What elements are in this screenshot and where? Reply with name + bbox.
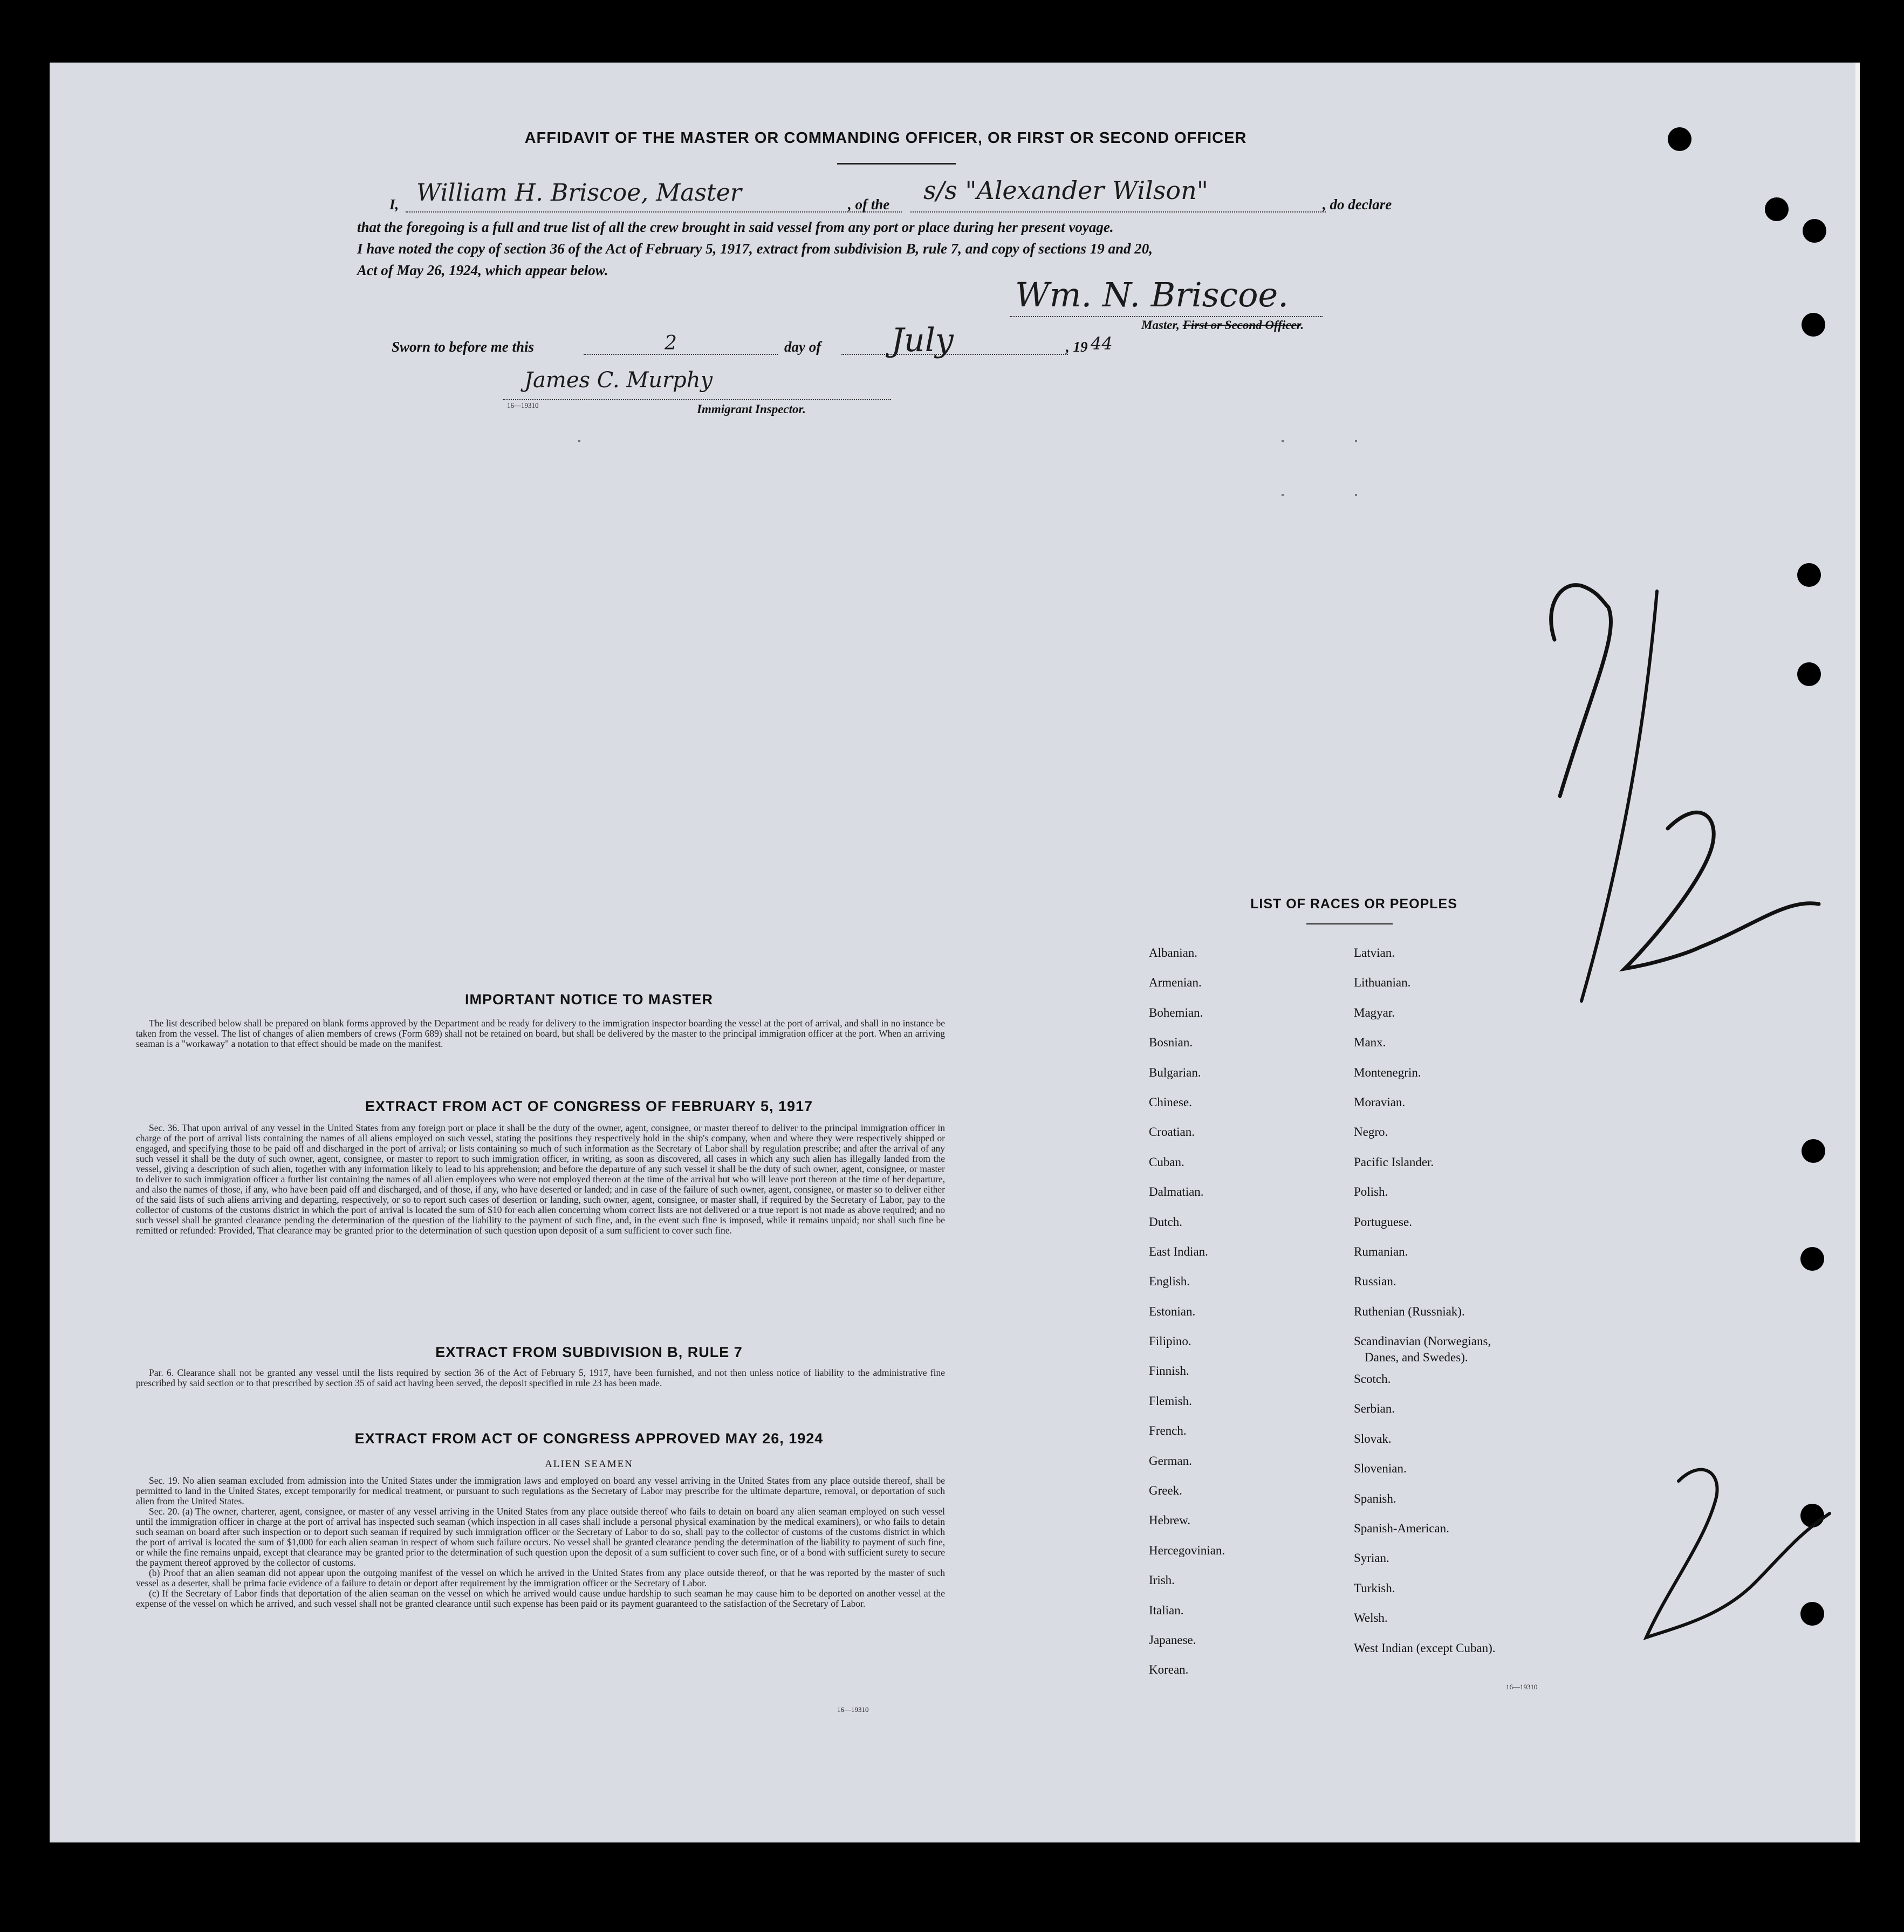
faint-marks [1355, 494, 1357, 496]
race-item: Greek. [1149, 1484, 1182, 1498]
race-item: Rumanian. [1354, 1244, 1408, 1258]
signature-caption [1141, 318, 1304, 332]
races-rule [1306, 923, 1393, 924]
form-number-top: 16—19310 [507, 401, 539, 409]
subdiv-b-heading: EXTRACT FROM SUBDIVISION B, RULE 7 [435, 1344, 743, 1360]
affidavit-line3: I have noted the copy of section 36 of the Act of February 5, 1917, extract from subdivision B, rule 7, and copy of sections 19 and 20, [357, 241, 1153, 257]
race-item: Pacific Islander. [1354, 1155, 1434, 1169]
race-item: Dutch. [1149, 1215, 1182, 1229]
race-item: Armenian. [1149, 976, 1202, 990]
inspector-caption: Immigrant Inspector. [697, 402, 806, 416]
faint-marks [1282, 494, 1284, 496]
notice-heading: IMPORTANT NOTICE TO MASTER [465, 991, 713, 1008]
race-item: Cuban. [1149, 1155, 1184, 1169]
sec19-paragraph: Sec. 19. No alien seaman excluded from admission into the United States under the immigration laws and employed on board any vessel arriving in the United States from any place outside thereof, shall be permitted to land in the United States, except temporarily for medical treatment, or pursuant to such regulations as the Secretary of Labor may prescribe for the ultimate departure, removal, or deportation of such alien from the United States. [136, 1475, 945, 1506]
race-item: Dalmatian. [1149, 1185, 1204, 1199]
handwritten-two-small [1646, 1470, 1830, 1638]
race-item: Slovak. [1354, 1431, 1392, 1445]
race-item: Manx. [1354, 1036, 1386, 1050]
race-item: Portuguese. [1354, 1215, 1412, 1229]
race-item: Latvian. [1354, 946, 1395, 960]
year-prefix: , 19 [1066, 339, 1088, 355]
race-item: Scotch. [1354, 1372, 1391, 1386]
affidavit-line2: that the foregoing is a full and true list of all the crew brought in said vessel from any port or place during her present voyage. [357, 219, 1114, 235]
race-item: Moravian. [1354, 1095, 1406, 1109]
races-right-column [1354, 945, 1496, 1670]
punch-hole [1802, 1139, 1825, 1163]
affidavit-line1-i: I, [389, 196, 399, 213]
handwritten-slash [1581, 591, 1657, 1001]
race-item: Montenegrin. [1354, 1065, 1421, 1079]
race-item: Bohemian. [1149, 1005, 1203, 1019]
race-item-text: Scandinavian (Norwegians, [1354, 1334, 1491, 1348]
race-item: Serbian. [1354, 1402, 1395, 1416]
race-item: Korean. [1149, 1663, 1189, 1677]
race-item: Italian. [1149, 1603, 1184, 1617]
race-item: Chinese. [1149, 1095, 1192, 1109]
subdiv-b-text [136, 1368, 945, 1388]
race-item: French. [1149, 1424, 1187, 1438]
handwritten-corner-number [1614, 1449, 1851, 1681]
affidavit-heading: AFFIDAVIT OF THE MASTER OR COMMANDING OFFICER, OR FIRST OR SECOND OFFICER [524, 129, 1247, 147]
race-item: Spanish. [1354, 1491, 1396, 1505]
signature-line [1010, 316, 1323, 317]
master-signature: Wm. N. Briscoe. [1015, 275, 1289, 314]
sworn-label: Sworn to before me this [392, 339, 535, 355]
extract-1917-paragraph: Sec. 36. That upon arrival of any vessel in the United States from any foreign port or place it shall be the duty of the owner, agent, consignee, or master thereof to deliver to the principal immigration officer in charge of the port of arrival lists containing the names of all aliens employed on such vessel, stating the positions they respectively hold in the ship's company, when and where they were respectively shipped or engaged, and specifying those to be paid off and discharged in the port of arrival; or lists containing so much of such information as the Secretary of Labor shall by regulation prescribe; and after the arrival of any such vessel it shall be the duty of such owner, agent, consignee, or master to report to such immigration officer, in writing, as soon as discovered, all cases in which any such alien has illegally landed from the vessel, giving a description of such alien, together with any information likely to lead to his apprehension; and before the departure of any such vessel it shall be the duty of such owner, agent, consignee, or master to deliver to such immigration officer a further list containing the names of all alien employees who were not employed thereon at the time of the arrival but who will leave port thereon at the time of her departure, and also the names of those, if any, who have been paid off and discharged, and of those, if any, who have deserted or landed; and in case of the failure of such owner, agent, consignee, or master so to deliver either of the said lists of such aliens arriving and departing, respectively, or so to report such cases of desertion or landing, such owner, agent, consignee, or master shall, if required by the Secretary of Labor, pay to the collector of customs of the customs district in which the port of arrival is located the sum of $10 for each alien concerning whom correct lists are not delivered or a true report is not made as above required; and no such vessel shall be granted clearance pending the determination of the question of the liability to the payment of such fine, and, in the event such fine is imposed, while it remains unpaid; nor shall such fine be remitted or refunded: Provided, That clearance may be granted prior to the determination of such question upon deposit of a sum sufficient to cover such fine. [136, 1122, 945, 1236]
affidavit-line4: Act of May 26, 1924, which appear below. [357, 262, 608, 278]
race-item: Welsh. [1354, 1611, 1388, 1625]
document-page [50, 63, 1860, 1842]
year-value: 44 [1091, 333, 1113, 354]
race-item: Magyar. [1354, 1005, 1395, 1019]
notice-text [136, 1018, 945, 1049]
form-number-bottom-left: 16—19310 [837, 1705, 869, 1714]
extract-1924-text [136, 1476, 945, 1609]
handwritten-seven [1551, 585, 1611, 796]
race-item: Japanese. [1149, 1633, 1196, 1647]
extract-1924-heading: EXTRACT FROM ACT OF CONGRESS APPROVED MAY 26, 1924 [354, 1430, 824, 1447]
race-item: Syrian. [1354, 1551, 1389, 1565]
vessel-handwritten: s/s "Alexander Wilson" [923, 176, 1208, 205]
caption-struck: First or Second Officer [1182, 318, 1301, 332]
sec20a-paragraph: Sec. 20. (a) The owner, charterer, agent, consignee, or master of any vessel arriving in the United States from any place outside thereof who fails to detain on board any alien seaman employed on such vessel until the immigration officer in charge at the port of arrival has inspected such seaman (which inspection in all cases shall include a personal physical examination by the medical examiners), or who fails to detain such seaman on board after such inspection or to deport such seaman if required by such immigration officer or the Secretary of Labor to do so, shall pay to the collector of customs of the customs district in which the port of arrival is located the sum of $1,000 for each alien seaman in respect of whom such failure occurs. No vessel shall be granted clearance pending the determination of the liability to payment of such fine, or while the fine remains unpaid, except that clearance may be granted prior to the determination of such question upon the deposit of a sum sufficient to cover such fine, or of a bond with sufficient surety to secure the payment thereof approved by the collector of customs. [136, 1506, 945, 1568]
race-item: Slovenian. [1354, 1462, 1407, 1476]
race-item: Russian. [1354, 1275, 1396, 1289]
handwritten-fraction [1495, 526, 1840, 1012]
form-number-races: 16—19310 [1506, 1683, 1538, 1691]
affidavit-of-the: , of the [848, 196, 890, 213]
races-heading: LIST OF RACES OR PEOPLES [1250, 896, 1457, 912]
race-item: German. [1149, 1454, 1192, 1468]
race-item: Irish. [1149, 1573, 1175, 1587]
race-item: Negro. [1354, 1125, 1388, 1139]
race-item: Estonian. [1149, 1304, 1196, 1318]
faint-marks [578, 440, 580, 442]
inspector-signature: James C. Murphy [524, 368, 713, 393]
day-fill [584, 354, 778, 355]
race-item: Hebrew. [1149, 1513, 1191, 1527]
race-item: Bulgarian. [1149, 1065, 1201, 1079]
punch-hole [1802, 313, 1825, 337]
race-item: West Indian (except Cuban). [1354, 1641, 1496, 1655]
punch-hole [1800, 1247, 1824, 1271]
extract-1917-heading: EXTRACT FROM ACT OF CONGRESS OF FEBRUARY 5, 1917 [365, 1098, 813, 1114]
faint-marks [1282, 440, 1284, 442]
race-item [1354, 1333, 1496, 1371]
alien-seamen-subheading: ALIEN SEAMEN [545, 1458, 633, 1470]
day-of-label: day of [784, 339, 821, 355]
race-item-continuation: Danes, and Swedes). [1365, 1351, 1468, 1365]
month-value: July [891, 321, 954, 359]
race-item: Croatian. [1149, 1125, 1195, 1139]
race-item: English. [1149, 1275, 1190, 1289]
inspector-line [503, 399, 891, 400]
notice-paragraph: The list described below shall be prepared on blank forms approved by the Department and be ready for delivery to the immigration inspector boarding the vessel at the port of arrival, and shall in no instance be taken from the vessel. The list of changes of alien members of crews (Form 689) shall not be retained on board, but shall be delivered by the master to the principal immigration officer at the port. When an arriving seaman is a "workaway" a notation to that effect should be made on the manifest. [136, 1018, 945, 1049]
race-item: Flemish. [1149, 1394, 1192, 1408]
race-item: Spanish-American. [1354, 1522, 1449, 1536]
heading-rule [837, 163, 956, 165]
race-item: Hercegovinian. [1149, 1543, 1225, 1557]
caption-master: Master, [1141, 318, 1180, 332]
day-value: 2 [665, 332, 677, 354]
punch-hole [1668, 127, 1691, 151]
punch-hole [1765, 197, 1789, 221]
sec20c-paragraph: (c) If the Secretary of Labor finds that deportation of the alien seaman on the vessel on which he arrived would cause undue hardship to such seaman he may cause him to be deported on another vessel at the expense of the vessel on which he arrived, and such vessel shall not be granted clearance until such expense has been paid or its payment guaranteed to the satisfaction of the Secretary of Labor. [136, 1588, 945, 1609]
punch-hole [1803, 219, 1826, 243]
race-item: Lithuanian. [1354, 976, 1411, 990]
race-item: Albanian. [1149, 946, 1198, 960]
race-item: East Indian. [1149, 1244, 1208, 1258]
sec20b-paragraph: (b) Proof that an alien seaman did not appear upon the outgoing manifest of the vessel on which he arrived in the United States from any place outside thereof, or that he was reported by the master of such vessel as a deserter, shall be prima facie evidence of a failure to detain or deport after requirement by the immigration officer or the Secretary of Labor. [136, 1567, 945, 1588]
race-item: Bosnian. [1149, 1036, 1193, 1050]
race-item: Turkish. [1354, 1581, 1395, 1595]
master-name-handwritten: William H. Briscoe, Master [416, 179, 742, 207]
master-name-fill [406, 211, 902, 213]
vessel-fill [910, 211, 1326, 213]
affidavit-do-declare: , do declare [1323, 196, 1392, 213]
handwritten-two [1625, 812, 1819, 969]
subdiv-b-paragraph: Par. 6. Clearance shall not be granted any vessel until the lists required by section 36 of the Act of February 5, 1917, have been furnished, and not then unless notice of liability to the administrative fine prescribed by said section or to that prescribed by section 35 of said act having been served, the deposit specified in rule 23 has been made. [136, 1367, 945, 1388]
races-left-column [1149, 945, 1225, 1692]
race-item: Polish. [1354, 1185, 1388, 1199]
race-item: Ruthenian (Russniak). [1354, 1304, 1465, 1318]
race-item: Filipino. [1149, 1334, 1191, 1348]
extract-1917-text [136, 1123, 945, 1236]
race-item: Finnish. [1149, 1364, 1189, 1378]
caption-end: . [1300, 318, 1304, 332]
month-fill [841, 354, 1068, 355]
faint-marks [1355, 440, 1357, 442]
